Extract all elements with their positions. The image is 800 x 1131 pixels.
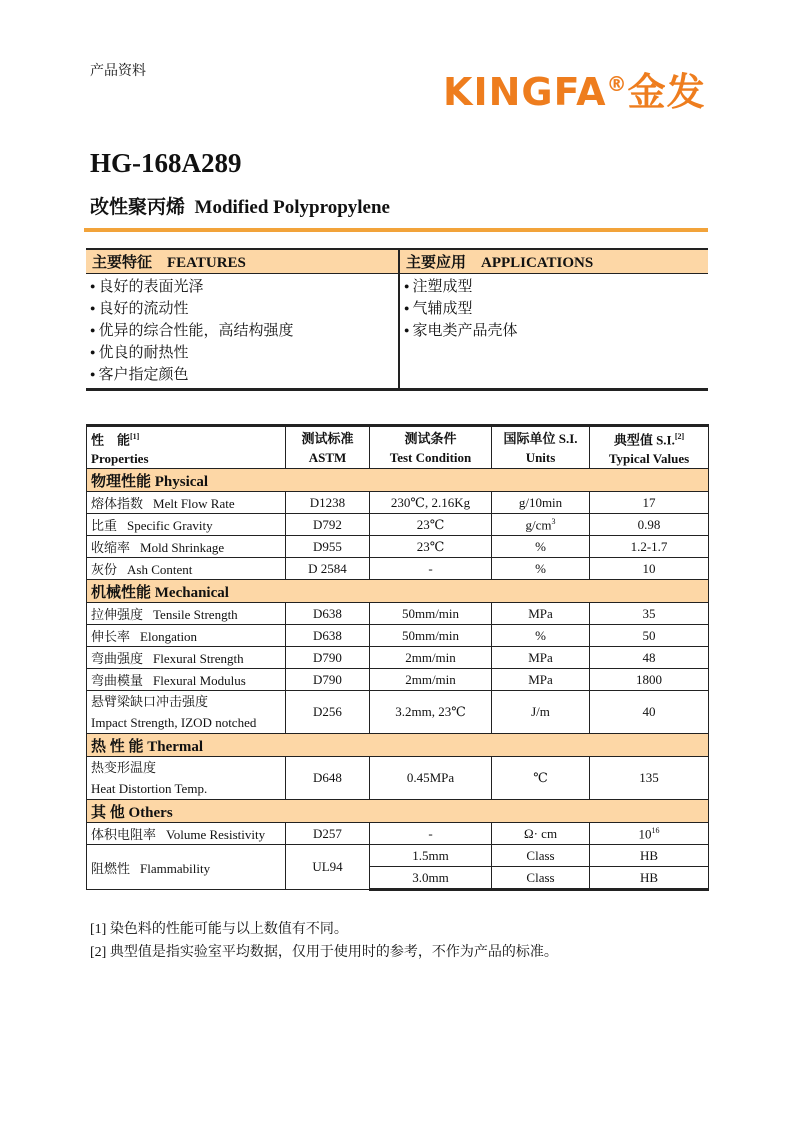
list-item: ● 气辅成型 (404, 298, 704, 320)
value-cell: 135 (590, 757, 709, 800)
unit-cell: % (492, 558, 590, 580)
property-name: 比重 Specific Gravity (87, 514, 286, 536)
value-cell: 0.98 (590, 514, 709, 536)
value-cell: 35 (590, 603, 709, 625)
value-cell: 17 (590, 492, 709, 514)
unit-cell: MPa (492, 647, 590, 669)
unit-cell: g/10min (492, 492, 590, 514)
section-mechanical: 机械性能 Mechanical (87, 580, 709, 603)
property-name: 熔体指数 Melt Flow Rate (87, 492, 286, 514)
product-name (90, 192, 390, 219)
unit-cell: MPa (492, 669, 590, 691)
condition-cell: 50mm/min (370, 625, 492, 647)
features-heading: 主要特征 FEATURES (86, 249, 399, 274)
document-label: 产品资料 (90, 64, 146, 79)
value-cell: HB (590, 845, 709, 867)
property-name: 体积电阻率 Volume Resistivity (87, 823, 286, 845)
astm-cell: D256 (286, 691, 370, 734)
astm-cell: D790 (286, 647, 370, 669)
astm-cell: D638 (286, 603, 370, 625)
astm-cell: UL94 (286, 845, 370, 890)
table-row (87, 669, 709, 691)
unit-cell: % (492, 625, 590, 647)
table-row (87, 691, 709, 734)
unit-cell: % (492, 536, 590, 558)
value-cell: 50 (590, 625, 709, 647)
value-cell: $10^{16}$ (590, 823, 709, 845)
condition-cell: 23℃ (370, 514, 492, 536)
astm-cell: D257 (286, 823, 370, 845)
condition-cell: - (370, 823, 492, 845)
property-name: 灰份 Ash Content (87, 558, 286, 580)
footnote: [1] 染色料的性能可能与以上数值有不同。 (90, 922, 348, 937)
value-cell: 1.2-1.7 (590, 536, 709, 558)
table-row (87, 823, 709, 845)
condition-cell: 23℃ (370, 536, 492, 558)
property-name: 弯曲强度 Flexural Strength (87, 647, 286, 669)
astm-cell: D648 (286, 757, 370, 800)
list-item: ● 良好的表面光泽 (90, 276, 394, 298)
property-name: 拉伸强度 Tensile Strength (87, 603, 286, 625)
value-cell: 48 (590, 647, 709, 669)
property-name: 伸长率 Elongation (87, 625, 286, 647)
astm-cell: D792 (286, 514, 370, 536)
unit-cell: ℃ (492, 757, 590, 800)
condition-cell: 3.0mm (370, 867, 492, 890)
footnote: [2] 典型值是指实验室平均数据，仅用于使用时的参考，不作为产品的标准。 (90, 945, 558, 960)
value-cell: 10 (590, 558, 709, 580)
unit-cell: J/m (492, 691, 590, 734)
section-others: 其 他 Others (87, 800, 709, 823)
header-condition: 测试条件 Test Condition (370, 426, 492, 469)
unit-cell: Ω· cm (492, 823, 590, 845)
condition-cell: 50mm/min (370, 603, 492, 625)
table-row (87, 845, 709, 867)
features-list (90, 276, 394, 386)
astm-cell: D1238 (286, 492, 370, 514)
applications-list (404, 276, 704, 342)
features-applications-table (86, 248, 708, 391)
condition-cell: 1.5mm (370, 845, 492, 867)
applications-cell (399, 274, 708, 390)
header-typical-values: 典型值 S.I.[2] Typical Values (590, 426, 709, 469)
unit-cell: $g/cm^3$ (492, 514, 590, 536)
logo-text: KINGFA (443, 70, 607, 114)
condition-cell: 2mm/min (370, 647, 492, 669)
table-row (87, 514, 709, 536)
list-item: ● 客户指定颜色 (90, 364, 394, 386)
header-astm: 测试标准 ASTM (286, 426, 370, 469)
value-cell: 40 (590, 691, 709, 734)
table-row (87, 536, 709, 558)
orange-divider (84, 228, 708, 232)
table-row (87, 558, 709, 580)
product-name-en: Modified Polypropylene (194, 197, 390, 218)
section-physical: 物理性能 Physical (87, 469, 709, 492)
product-name-cn: 改性聚丙烯 (90, 197, 186, 218)
list-item: ● 注塑成型 (404, 276, 704, 298)
registered-mark: ® (606, 72, 628, 96)
table-row (87, 647, 709, 669)
astm-cell: D790 (286, 669, 370, 691)
property-name: 弯曲模量 Flexural Modulus (87, 669, 286, 691)
table-row (87, 757, 709, 800)
condition-cell: 0.45MPa (370, 757, 492, 800)
astm-cell: D638 (286, 625, 370, 647)
condition-cell: - (370, 558, 492, 580)
astm-cell: D 2584 (286, 558, 370, 580)
property-name: 阻燃性 Flammability (87, 845, 286, 890)
list-item: ● 优异的综合性能，高结构强度 (90, 320, 394, 342)
condition-cell: 2mm/min (370, 669, 492, 691)
properties-table (86, 424, 709, 891)
unit-cell: MPa (492, 603, 590, 625)
header-units: 国际单位 S.I. Units (492, 426, 590, 469)
table-row (87, 492, 709, 514)
logo-cn: 金发 (627, 70, 706, 114)
list-item: ● 优良的耐热性 (90, 342, 394, 364)
unit-cell: Class (492, 845, 590, 867)
value-cell: 1800 (590, 669, 709, 691)
condition-cell: 230℃, 2.16Kg (370, 492, 492, 514)
list-item: ● 家电类产品壳体 (404, 320, 704, 342)
table-row (87, 625, 709, 647)
list-item: ● 良好的流动性 (90, 298, 394, 320)
section-thermal: 热 性 能 Thermal (87, 734, 709, 757)
condition-cell: 3.2mm, 23℃ (370, 691, 492, 734)
features-cell (86, 274, 399, 390)
property-name: 收缩率 Mold Shrinkage (87, 536, 286, 558)
unit-cell: Class (492, 867, 590, 890)
applications-heading: 主要应用 APPLICATIONS (399, 249, 708, 274)
product-code: HG-168A289 (90, 148, 242, 178)
value-cell: HB (590, 867, 709, 890)
table-row (87, 603, 709, 625)
header-properties: 性 能[1] Properties (87, 426, 286, 469)
property-name: 热变形温度 Heat Distortion Temp. (87, 757, 286, 800)
property-name: 悬臂梁缺口冲击强度 Impact Strength, IZOD notched (87, 691, 286, 734)
astm-cell: D955 (286, 536, 370, 558)
footnotes (90, 918, 558, 964)
kingfa-logo (443, 62, 706, 114)
